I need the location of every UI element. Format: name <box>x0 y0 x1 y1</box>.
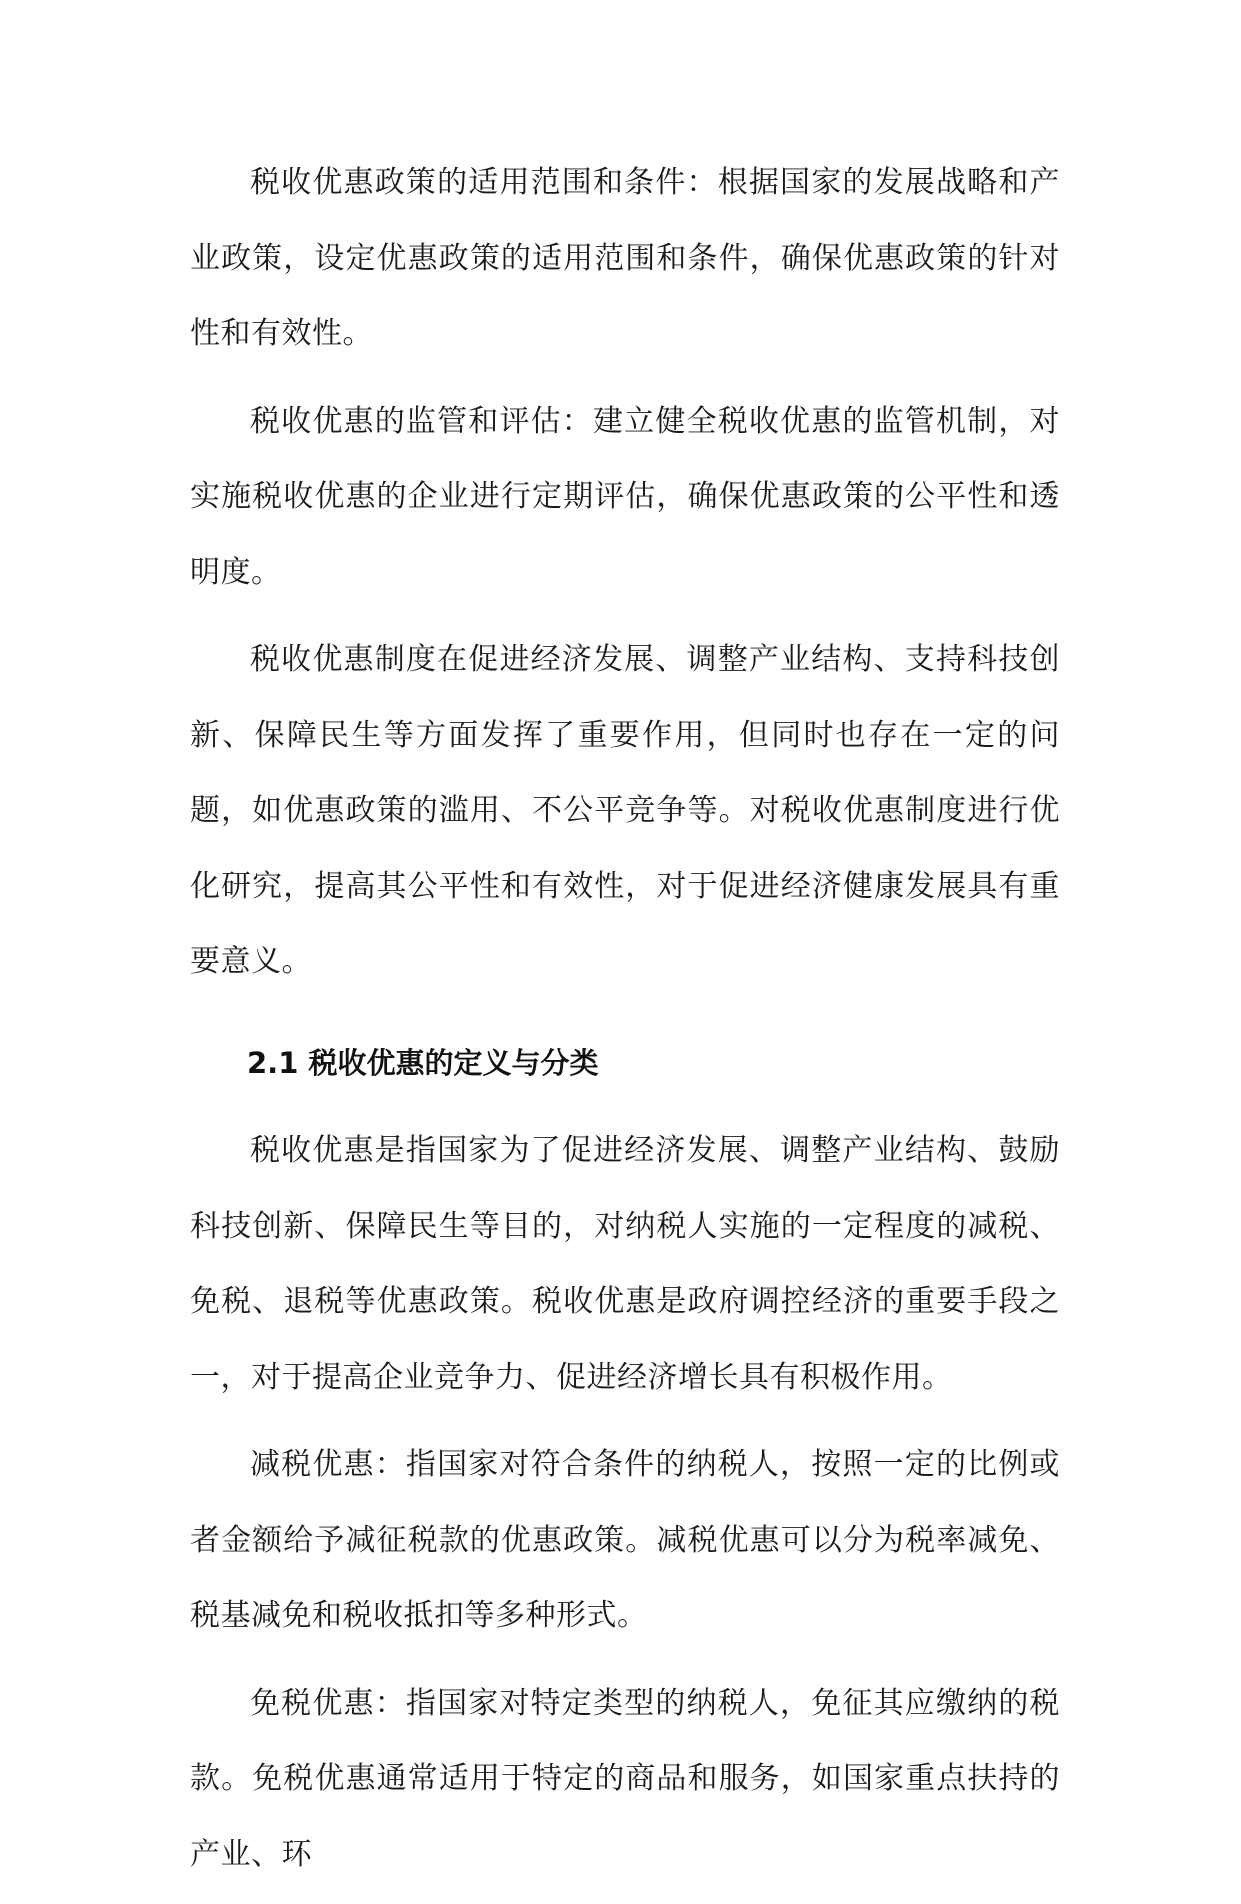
document-body <box>190 145 1060 1904</box>
paragraph-tax-reduction: 减税优惠：指国家对符合条件的纳税人，按照一定的比例或者金额给予减征税款的优惠政策。减税优惠可以分为税率减免、税基减免和税收抵扣等多种形式。 <box>190 1447 1060 1633</box>
paragraph-scope-conditions: 税收优惠政策的适用范围和条件：根据国家的发展战略和产业政策，设定优惠政策的适用范围和条件，确保优惠政策的针对性和有效性。 <box>190 165 1060 351</box>
paragraph-supervision-evaluation: 税收优惠的监管和评估：建立健全税收优惠的监管机制，对实施税收优惠的企业进行定期评估，确保优惠政策的公平性和透明度。 <box>190 403 1060 590</box>
paragraph-tax-exemption: 免税优惠：指国家对特定类型的纳税人，免征其应缴纳的税款。免税优惠通常适用于特定的商品和服务，如国家重点扶持的产业、环 <box>190 1685 1060 1872</box>
paragraph-system-significance: 税收优惠制度在促进经济发展、调整产业结构、支持科技创新、保障民生等方面发挥了重要作用，但同时也存在一定的问题，如优惠政策的滥用、不公平竞争等。对税收优惠制度进行优化研究，提高其公平性和有效性，对于促进经济健康发展具有重要意义。 <box>190 642 1060 979</box>
section-heading: 2.1 税收优惠的定义与分类 <box>247 1045 599 1080</box>
paragraph-definition: 税收优惠是指国家为了促进经济发展、调整产业结构、鼓励科技创新、保障民生等目的，对纳税人实施的一定程度的减税、免税、退税等优惠政策。税收优惠是政府调控经济的重要手段之一，对于提高企业竞争力、促进经济增长具有积极作用。 <box>190 1133 1060 1395</box>
